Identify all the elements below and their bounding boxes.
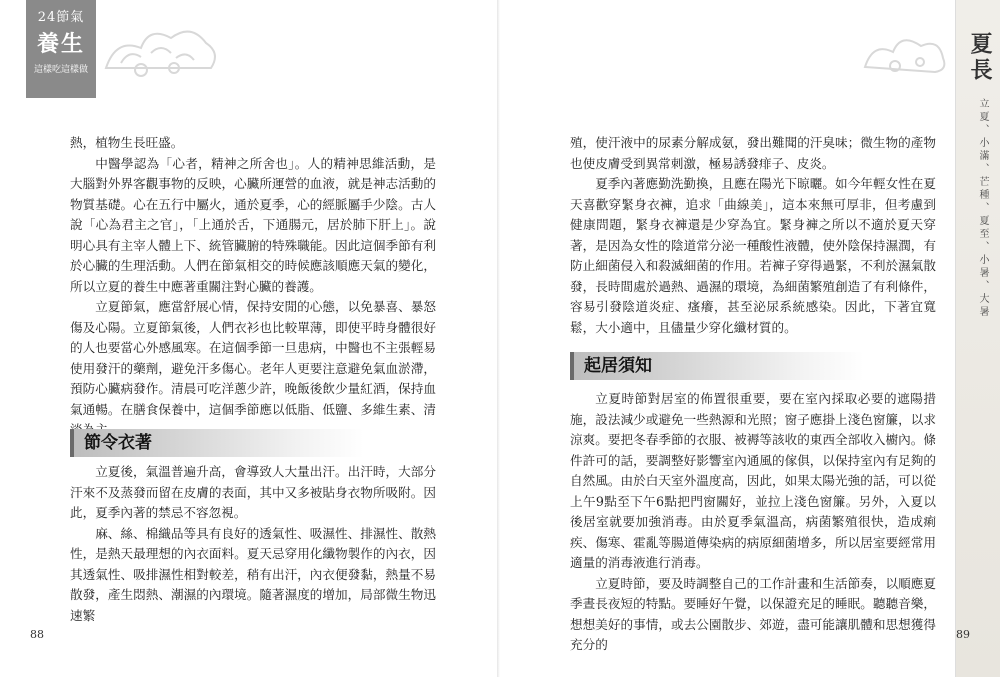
logo-line-3: 這樣吃這樣做 xyxy=(33,65,88,75)
right-body-bottom xyxy=(570,389,936,656)
chapter-title: 夏長 xyxy=(967,32,993,84)
right-body-top xyxy=(570,133,936,338)
left-body-top xyxy=(70,133,436,441)
left-paragraph-4: 立夏後，氣溫普遍升高，會導致人大量出汗。出汗時，大部分汗來不及蒸發而留在皮膚的表面，其中又多被貼身衣物所吸附。因此，夏季內著的禁忌不容忽視。 xyxy=(70,464,436,520)
right-page xyxy=(500,0,1000,677)
left-paragraph-3: 立夏節氣，應當舒展心情，保持安閒的心態，以免暴喜、暴怒傷及心陽。立夏節氣後，人們衣衫也比較單薄，即使平時身體很好的人也要當心外感風寒。在這個季節一旦患病，中醫也不主張輕易使用發汗的藥劑，避免汗多傷心。老年人更要注意避免氣血淤滯，預防心臟病發作。清晨可吃洋蔥少許，晚飯後飲少量紅酒，保持血氣通暢。在膳食保養中，這個季節應以低脂、低鹽、多維生素、清 xyxy=(70,299,436,417)
book-logo xyxy=(26,0,96,98)
left-body-bottom xyxy=(70,462,436,626)
chapter-side-tab xyxy=(955,0,1000,677)
logo-line-1: 24節氣 xyxy=(37,10,85,25)
right-paragraph-3: 立夏時節對居室的佈置很重要，要在室內採取必要的遮陽措施，設法減少或避免一些熱源和光照；窗子應掛上淺色窗簾，以求涼爽。要把冬春季節的衣服、被褥等該收的東西全部收入櫥內。條件許可的話，要調整好影響室內通風的傢俱，以保持室內有足夠的自然風。由於白天室外溫度高，因此，如果太陽光強的話，可以從上午9點至下午6點把門窗關好，並拉上淺色窗簾。另外，入夏以後居室就要加強消毒。由於夏季氣溫高，病菌繁殖很快，造成痢疾、傷寒、霍亂等腸道傳染病的病原細菌增多，所以居室要經常用適量的消毒液進行消毒。 xyxy=(570,391,936,570)
page-number-left: 88 xyxy=(30,628,44,641)
right-paragraph-1: 殖，使汗液中的尿素分解成氨，發出難聞的汗臭味；微生物的產物也使皮膚受到異常刺激，極易誘發痱子、皮炎。 xyxy=(570,135,936,171)
right-paragraph-4: 立夏時節，要及時調整自己的工作計畫和生活節奏，以順應夏季晝長夜短的特點。要睡好午覺，以保證充足的睡眠。聽聽音樂，想想美好的事情，或去公園散步、郊遊，盡可能讓肌體和思想獲得充分的 xyxy=(570,575,936,652)
chapter-subtitle: 立夏、小滿、芒種、夏至、小暑、大暑 xyxy=(977,98,988,319)
section-heading-clothing: 節令衣著 xyxy=(70,429,364,457)
left-paragraph-2: 中醫學認為「心者，精神之所舍也」。人的精神思維活動，是大腦對外界客觀事物的反映，心臟所運營的血液，就是神志活動的物質基礎。心在五行中屬火，通於夏季，心的經脈屬手少陰。古人說「心為君主之官」，「上通於舌，下通腸元，居於肺下肝上」。說明心具有主宰人體上下、統管臟腑的特殊職能。因此這個季節有利於心臟的生理活動。人們在節氣相交的時候應該順應天氣的變化，所以立夏的養生中應著重關注對心臟的養護。 xyxy=(70,155,436,294)
left-paragraph-1: 熱，植物生長旺盛。 xyxy=(70,135,184,150)
cloud-ornament-icon xyxy=(860,22,950,82)
section-heading-living: 起居須知 xyxy=(570,352,864,380)
cloud-ornament-icon xyxy=(96,18,226,88)
left-paragraph-5: 麻、絲、棉織品等具有良好的透氣性、吸濕性、排濕性、散熱性，是熱天最理想的內衣面料。夏天忌穿用化纖物製作的內衣，因其透氣性、吸排濕性相對較差，稍有出汗，內衣便發黏，熱量不易散發，產生悶熱、潮濕的內環境。隨著濕度的增加，局部微生物迅速繁 xyxy=(70,525,436,623)
logo-line-2: 養生 xyxy=(36,31,85,57)
right-paragraph-2: 夏季內著應勤洗勤換，且應在陽光下晾曬。如今年輕女性在夏天喜歡穿緊身衣褲，追求「曲線美」，這本來無可厚非，但考慮到健康問題，緊身衣褲還是少穿為宜。緊身褲之所以不適於夏天穿著，是因為女性的陰道常分泌一種酸性液體，使外陰保持濕潤，有防止細菌侵入和殺滅細菌的作用。若褲子穿得過緊，不利於濕氣散發，長時間處於過熱、過濕的環境，為細菌繁殖創造了有利條件，容易引發陰道炎症、瘙癢，甚至泌尿系統感染。因此，下著宜寬鬆，大小適中，且儘量少穿化纖材質的。 xyxy=(570,176,936,335)
page-number-right: 89 xyxy=(956,628,970,641)
